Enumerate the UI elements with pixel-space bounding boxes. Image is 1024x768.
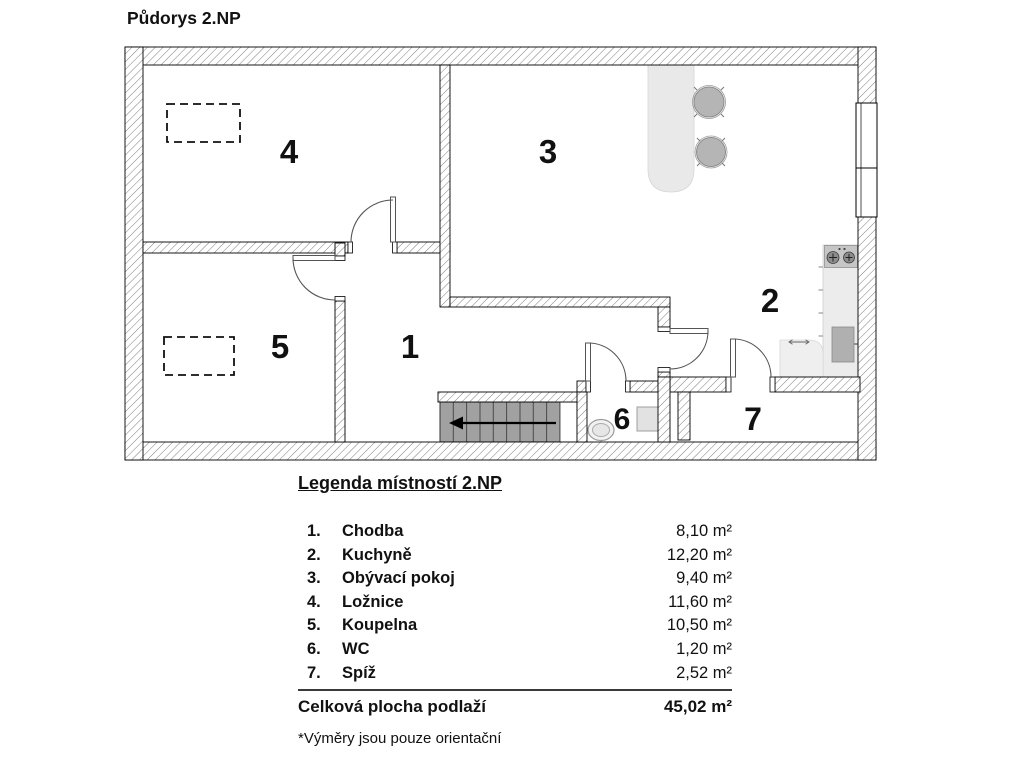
- window: [856, 103, 877, 217]
- legend-row: [298, 614, 732, 638]
- room-area: 12,20 m²: [666, 545, 732, 564]
- room-name: Ložnice: [342, 592, 404, 611]
- door-bathroom: [293, 256, 335, 301]
- skylight-window: [167, 104, 240, 142]
- door-jambs: [335, 242, 775, 392]
- room-area: 8,10 m²: [676, 522, 732, 540]
- room-label-kuchyne: 2: [760, 282, 780, 319]
- room-name: WC: [342, 639, 370, 658]
- legend-row: [298, 591, 732, 615]
- room-number: 1.: [307, 522, 321, 540]
- legend-heading: Legenda místností 2.NP: [298, 473, 503, 493]
- legend-row: [298, 662, 732, 686]
- sink-icon: [832, 327, 858, 362]
- room-label-loznice: 4: [279, 133, 299, 170]
- room-area: 1,20 m²: [676, 639, 732, 658]
- room-number: 5.: [307, 616, 321, 635]
- room-name: Kuchyně: [342, 545, 412, 564]
- legend-row: [298, 544, 732, 568]
- legend-total-row: [298, 689, 732, 719]
- room-area: 10,50 m²: [666, 616, 732, 635]
- room-label-chodba: 1: [400, 328, 420, 365]
- room-number: 3.: [307, 569, 321, 588]
- stool-icon: [695, 136, 727, 168]
- legend-row: [298, 638, 732, 662]
- room-area: 11,60 m²: [668, 592, 732, 611]
- door-pantry: [731, 339, 772, 377]
- door-wc: [586, 343, 627, 381]
- bar-table: [648, 65, 694, 192]
- room-number: 7.: [307, 663, 321, 682]
- stairs: [440, 402, 577, 442]
- wc-sink: [637, 407, 659, 431]
- room-number: 6.: [307, 639, 321, 658]
- skylight-window: [164, 337, 234, 375]
- toilet-icon: [588, 420, 614, 444]
- legend: [298, 473, 732, 747]
- stove-icon: [825, 246, 858, 268]
- room-name: Chodba: [342, 522, 404, 540]
- room-number: 2.: [307, 545, 321, 564]
- total-label: Celková plocha podlaží: [298, 697, 486, 717]
- room-label-wc: 6: [613, 403, 631, 436]
- room-label-koupelna: 5: [270, 328, 290, 365]
- stool-icon: [693, 86, 726, 119]
- room-number: 4.: [307, 592, 321, 611]
- room-name: Obývací pokoj: [342, 569, 455, 588]
- legend-footnote: *Výměry jsou pouze orientační: [298, 730, 502, 748]
- room-label-obyvaci: 3: [538, 133, 558, 170]
- room-name: Koupelna: [342, 616, 418, 635]
- room-label-spiz: 7: [744, 401, 762, 437]
- legend-row: [298, 567, 732, 591]
- room-name: Spíž: [342, 663, 376, 682]
- room-area: 2,52 m²: [676, 663, 732, 682]
- legend-row: [298, 520, 732, 544]
- legend-rows: [298, 520, 732, 685]
- room-area: 9,40 m²: [676, 569, 732, 588]
- total-value: 45,02 m²: [663, 697, 732, 717]
- door-bedroom: [351, 197, 396, 242]
- door-kitchen: [670, 329, 708, 370]
- page-title: Půdorys 2.NP: [127, 8, 241, 28]
